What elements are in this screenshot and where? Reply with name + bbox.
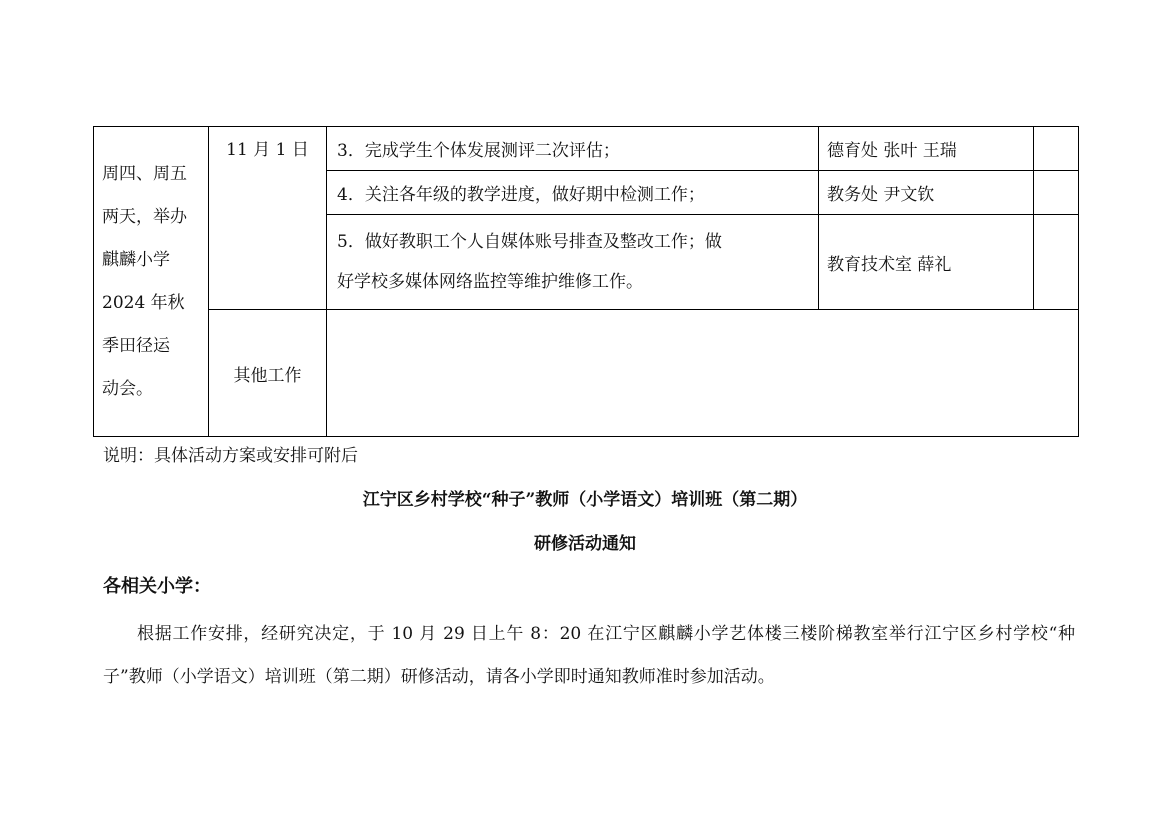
event-line: 两天，举办 bbox=[102, 206, 187, 227]
table-row bbox=[94, 127, 1079, 171]
notice-title: 江宁区乡村学校“种子”教师（小学语文）培训班（第二期） bbox=[362, 490, 808, 510]
empty-cell bbox=[1034, 171, 1079, 215]
department-cell: 德育处 张叶 王瑞 bbox=[819, 127, 1034, 171]
task-line: 好学校多媒体网络监控等维护维修工作。 bbox=[337, 272, 643, 292]
event-line: 动会。 bbox=[102, 378, 153, 399]
department-cell: 教育技术室 薛礼 bbox=[819, 215, 1034, 310]
other-work-label: 其他工作 bbox=[209, 310, 327, 437]
department-cell: 教务处 尹文钦 bbox=[819, 171, 1034, 215]
table-note: 说明：具体活动方案或安排可附后 bbox=[103, 446, 358, 466]
empty-cell bbox=[1034, 127, 1079, 171]
event-line: 2024 年秋 bbox=[102, 292, 185, 313]
task-cell bbox=[327, 215, 819, 310]
schedule-table bbox=[93, 126, 1079, 437]
table-row bbox=[94, 310, 1079, 437]
salutation: 各相关小学： bbox=[103, 576, 211, 597]
empty-cell bbox=[1034, 215, 1079, 310]
notice-body: 根据工作安排，经研究决定，于 10 月 29 日上午 8：20 在江宁区麒麟小学艺体楼三楼阶梯教室举行江宁区乡村学校“种子”教师（小学语文）培训班（第二期）研修活动，请各小学即时通知教师准时参加活动。 bbox=[103, 624, 1075, 687]
other-work-content bbox=[327, 310, 1079, 437]
task-cell: 3．完成学生个体发展测评二次评估； bbox=[327, 127, 819, 171]
task-cell: 4．关注各年级的教学进度，做好期中检测工作； bbox=[327, 171, 819, 215]
event-description-cell bbox=[94, 127, 209, 437]
event-line: 麒麟小学 bbox=[102, 249, 170, 270]
event-line: 周四、周五 bbox=[102, 163, 187, 184]
task-line: 5．做好教职工个人自媒体账号排查及整改工作；做 bbox=[337, 232, 722, 252]
date-cell: 11 月 1 日 bbox=[209, 127, 327, 310]
notice-subtitle: 研修活动通知 bbox=[534, 534, 636, 554]
event-line: 季田径运 bbox=[102, 335, 170, 356]
